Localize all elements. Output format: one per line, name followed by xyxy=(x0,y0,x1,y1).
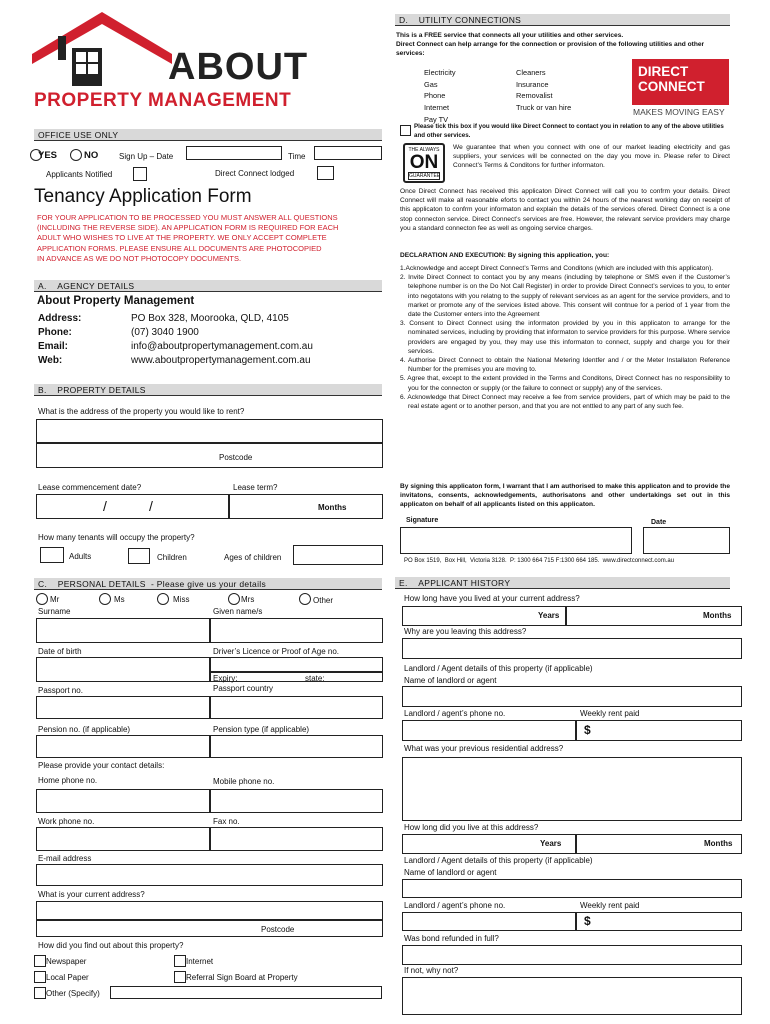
dc-lodged-checkbox[interactable] xyxy=(317,166,334,180)
utility-process-text: Once Direct Connect has received this applicaton Direct Connect will call you to confrm your details. Direct Connect will make all reasonable eforts to contact you within 24 hours of the nearest working day on receipt of this applicaton to confrm your informaton and explain the details of the services ofered. Direct Connect is a one stop connecton service. Direct Connect’s services are free. However, the relevant service providers may charge you a standard connecton fee as well as ongoing service charges. xyxy=(400,188,730,232)
ages-field[interactable] xyxy=(293,545,383,565)
badge-on-text: ON xyxy=(409,152,439,173)
yes-label: YES xyxy=(38,150,58,161)
title-mr-label: Mr xyxy=(50,595,60,604)
signature-date-field[interactable] xyxy=(643,527,730,554)
internet-checkbox[interactable] xyxy=(174,955,186,967)
prev-weekly-rent-label: Weekly rent paid xyxy=(580,901,640,910)
email-label: E-mail address xyxy=(38,854,92,863)
lease-term-field[interactable] xyxy=(229,494,383,519)
title-other-radio[interactable] xyxy=(299,593,311,605)
weekly-rent-label: Weekly rent paid xyxy=(580,709,640,718)
previous-months-label: Months xyxy=(704,839,733,848)
dob-field[interactable] xyxy=(36,657,210,682)
house-roof-icon xyxy=(32,8,182,88)
title-mr-radio[interactable] xyxy=(36,593,48,605)
leaving-reason-field[interactable] xyxy=(402,638,742,659)
lease-term-months-label: Months xyxy=(318,503,347,512)
logo-subtitle: PROPERTY MANAGEMENT xyxy=(34,90,292,111)
passport-label: Passport no. xyxy=(38,686,83,695)
lease-date-label: Lease commencement date? xyxy=(38,483,142,492)
agency-web-label: Web: xyxy=(38,355,63,366)
warning-line: IN ADVANCE AS WE DO NOT PHOTOCOPY DOCUMENTS. xyxy=(37,253,242,263)
title-miss-radio[interactable] xyxy=(157,593,169,605)
utility-contact-text: Please tick this box if you would like Direct Connect to contact you in relation to any of the above utilities and other services. xyxy=(414,123,724,139)
declaration-item: 1.Acknowledge and accept Direct Connect’s Terms and Conditons (which are included with this applicaton). xyxy=(400,265,714,272)
children-label: Children xyxy=(157,553,187,562)
warning-line: FOR YOUR APPLICATION TO BE PROCESSED YOU MUST ANSWER ALL QUESTIONS xyxy=(37,213,338,222)
state-label: state: xyxy=(305,674,325,683)
service-item: Cleaners xyxy=(516,68,546,77)
bond-field[interactable] xyxy=(402,945,742,965)
title-other-label: Other xyxy=(313,596,334,605)
signature-label: Signature xyxy=(406,517,439,524)
time-field[interactable] xyxy=(314,146,382,160)
licence-field[interactable] xyxy=(210,657,383,672)
children-count-field[interactable] xyxy=(128,548,150,564)
applicants-notified-checkbox[interactable] xyxy=(133,167,147,181)
title-miss-label: Miss xyxy=(173,595,190,604)
warning-line: ADULT WHO WISHES TO LIVE AT THE PROPERTY. WE ONLY ACCEPT COMPLETE xyxy=(37,233,327,243)
licence-label: Driver’s Licence or Proof of Age no. xyxy=(213,647,339,656)
service-item: Electricity xyxy=(424,68,456,77)
leaving-question: Why are you leaving this address? xyxy=(404,627,527,636)
service-item: Insurance xyxy=(516,79,549,89)
dc-lodged-label: Direct Connect lodged xyxy=(215,169,295,178)
badge-top-text: THE ALWAYS xyxy=(408,147,440,153)
declaration-heading: DECLARATION AND EXECUTION: By signing this application, you: xyxy=(400,252,610,259)
date-slash-1: / xyxy=(103,498,107,514)
previous-years-label: Years xyxy=(540,839,562,848)
agency-phone: (07) 3040 1900 xyxy=(131,327,199,338)
tenants-question: How many tenants will occupy the property? xyxy=(38,533,195,542)
work-phone-field[interactable] xyxy=(36,827,210,851)
landlord-name-field[interactable] xyxy=(402,686,742,707)
find-property-question: How did you find out about this property? xyxy=(38,941,184,950)
always-on-guarantee-badge xyxy=(403,143,445,183)
passport-country-label: Passport country xyxy=(213,684,274,693)
pension-type-field[interactable] xyxy=(210,735,383,758)
pension-field[interactable] xyxy=(36,735,210,758)
current-postcode-field[interactable] xyxy=(36,920,383,937)
guarantee-text: We guarantee that when you connect with one of our market leading electricity and gas suppliers, your services will be connected on the day you move in. Please refer to Direct Connect’s Terms & Conditons for further informaton. xyxy=(453,144,730,170)
service-item: Pay TV xyxy=(424,114,449,124)
utility-contact-checkbox[interactable] xyxy=(400,125,411,136)
time-label: Time xyxy=(288,152,306,161)
passport-country-field[interactable] xyxy=(210,696,383,719)
utility-intro-2: Direct Connect can help arrange for the connection or provision of the following utilities and other services: xyxy=(396,41,705,58)
no-label: NO xyxy=(84,150,99,161)
title-ms-label: Ms xyxy=(114,595,125,604)
mobile-phone-field[interactable] xyxy=(210,789,383,813)
agency-values xyxy=(131,312,313,368)
landlord-phone-field[interactable] xyxy=(402,720,576,741)
dc-footer: PO Box 1519, Box Hill, Victoria 3128. P: 1300 664 715 F:1300 664 185. www.directconnect.com.au xyxy=(404,558,675,564)
lived-years-label: Years xyxy=(538,611,560,620)
history-header: E. APPLICANT HISTORY xyxy=(395,577,730,589)
signup-date-field[interactable] xyxy=(186,146,282,160)
previous-address-field[interactable] xyxy=(402,757,742,821)
agency-address-label: Address: xyxy=(38,313,82,324)
no-radio[interactable] xyxy=(70,149,82,161)
passport-field[interactable] xyxy=(36,696,210,719)
signup-date-label: Sign Up – Date xyxy=(119,152,174,161)
dc-logo-line: CONNECT xyxy=(638,79,705,94)
declaration-item: 4. Authorise Direct Connect to obtain the National Metering Identfer and / or the Meter Installaton Reference Number for the premises you are moving to. xyxy=(400,357,730,374)
signature-field[interactable] xyxy=(400,527,632,554)
title-ms-radio[interactable] xyxy=(99,593,111,605)
agency-email: info@aboutpropertymanagement.com.au xyxy=(131,341,313,352)
warning-line: APPLICATION FORMS. PLEASE ENSURE ALL DOCUMENTS ARE PHOTOCOPIED xyxy=(37,243,322,253)
referral-checkbox[interactable] xyxy=(174,971,186,983)
declaration-item: 5. Agree that, except to the extent provided in the Terms and Conditons, Direct Connect has no responsibility to you for the connecton or supply (or the failure to connect or supply) any of the services. xyxy=(400,375,730,392)
dob-label: Date of birth xyxy=(38,647,82,656)
utility-intro xyxy=(396,31,726,59)
utility-list-1 xyxy=(424,67,514,126)
local-paper-checkbox[interactable] xyxy=(34,971,46,983)
agency-header: A. AGENCY DETAILS xyxy=(34,280,382,292)
dc-tagline: MAKES MOVING EASY xyxy=(633,107,725,117)
referral-label: Referral Sign Board at Property xyxy=(186,973,298,982)
home-phone-field[interactable] xyxy=(36,789,210,813)
prev-landlord-details-label: Landlord / Agent details of this property (if applicable) xyxy=(404,856,593,865)
pension-label: Pension no. (if applicable) xyxy=(38,725,131,734)
lease-term-label: Lease term? xyxy=(233,483,278,492)
surname-label: Surname xyxy=(38,607,71,616)
agency-email-label: Email: xyxy=(38,341,69,352)
date-slash-2: / xyxy=(149,498,153,514)
utility-list-2 xyxy=(516,67,616,114)
prev-weekly-rent-dollar: $ xyxy=(584,914,591,928)
agency-web: www.aboutpropertymanagement.com.au xyxy=(131,355,311,366)
work-phone-label: Work phone no. xyxy=(38,817,95,826)
page-title: Tenancy Application Form xyxy=(34,186,252,207)
agency-name: About Property Management xyxy=(37,295,195,307)
lived-months-label: Months xyxy=(703,611,732,620)
agency-address: PO Box 328, Moorooka, QLD, 4105 xyxy=(131,313,289,324)
title-mrs-radio[interactable] xyxy=(228,593,240,605)
landlord-name-label: Name of landlord or agent xyxy=(404,676,497,685)
prev-landlord-phone-field[interactable] xyxy=(402,912,576,931)
newspaper-checkbox[interactable] xyxy=(34,955,46,967)
declaration-item: 2. Invite Direct Connect to contact you by any means (including by telephone or SMS even if the Customer’s telephone number is on the Do Not Call Register) in order to provide Direct Connect’s services to you, to enter into negotatons with you relatng to the supply of relevant services as an agent for the service providers, and to market or promote any of the services listed above. This consent will contnue for a period of 1 year from the date the Customer enters into the Agreement xyxy=(400,274,730,319)
prev-landlord-name-field[interactable] xyxy=(402,879,742,898)
property-postcode-field[interactable] xyxy=(36,443,383,468)
dc-logo-line: DIRECT xyxy=(638,64,689,79)
contact-details-label: Please provide your contact details: xyxy=(38,761,165,770)
surname-field[interactable] xyxy=(36,618,210,643)
applicants-notified-label: Applicants Notified xyxy=(46,170,113,179)
pension-type-label: Pension type (if applicable) xyxy=(213,725,310,734)
landlord-phone-label: Landlord / agent’s phone no. xyxy=(404,709,506,718)
current-address-question: What is your current address? xyxy=(38,890,145,899)
prev-landlord-name-label: Name of landlord or agent xyxy=(404,868,497,877)
property-address-field[interactable] xyxy=(36,419,383,443)
company-logo xyxy=(28,8,373,118)
personal-header: C. PERSONAL DETAILS - Please give us your details xyxy=(34,578,382,590)
direct-connect-logo xyxy=(632,59,729,105)
adults-count-field[interactable] xyxy=(40,547,64,563)
if-not-question: If not, why not? xyxy=(404,966,459,975)
service-item: Removalist xyxy=(516,91,553,101)
local-paper-label: Local Paper xyxy=(46,973,89,982)
warning-text xyxy=(37,213,338,264)
internet-label: Internet xyxy=(186,957,214,966)
email-field[interactable] xyxy=(36,864,383,886)
newspaper-label: Newspaper xyxy=(46,957,87,966)
mobile-phone-label: Mobile phone no. xyxy=(213,777,275,786)
current-address-field[interactable] xyxy=(36,901,383,920)
other-source-checkbox[interactable] xyxy=(34,987,46,999)
agency-labels xyxy=(38,312,81,368)
fax-field[interactable] xyxy=(210,827,383,851)
property-address-question: What is the address of the property you would like to rent? xyxy=(38,407,245,416)
declaration-item: 3. Consent to Direct Connect using the informaton provided by you in this applicaton to arrange for the nominated services, including by providing that informaton to service providers for this purpose. Where service providers are engaged by you, they may use this informaton to connect, supply and charge you for their services. xyxy=(400,320,730,355)
ages-label: Ages of children xyxy=(224,553,282,562)
previous-lived-question: How long did you live at this address? xyxy=(404,823,539,832)
adults-label: Adults xyxy=(69,552,92,561)
utility-intro-1: This is a FREE service that connects all your utilities and other services. xyxy=(396,32,624,39)
other-source-field[interactable] xyxy=(110,986,382,999)
property-postcode-label: Postcode xyxy=(219,453,253,462)
warning-line: (INCLUDING THE REVERSE SIDE). AN APPLICATION FORM IS REQUIRED FOR EACH xyxy=(37,223,339,233)
current-postcode-label: Postcode xyxy=(261,925,295,934)
home-phone-label: Home phone no. xyxy=(38,776,98,785)
previous-address-question: What was your previous residential address? xyxy=(404,744,564,753)
weekly-rent-field[interactable] xyxy=(576,720,742,741)
badge-bottom-text: GUARANTEE xyxy=(409,173,441,179)
office-use-header: OFFICE USE ONLY xyxy=(34,129,382,141)
prev-weekly-rent-field[interactable] xyxy=(576,912,742,931)
other-source-label: Other (Specify) xyxy=(46,989,100,998)
signing-warranty: By signing this applicaton form, I warrant that I am authorised to make this applicaton and to provide the invitatons, consents, acknowledgements, authorisatons and other undertakings set out in this applicaton on behalf of all applicants listed on this applicaton. xyxy=(400,483,730,509)
landlord-details-label: Landlord / Agent details of this property (if applicable) xyxy=(404,664,593,673)
service-item: Phone xyxy=(424,91,446,101)
service-item: Truck or van hire xyxy=(516,103,572,113)
declaration-item: 6. Acknowledge that Direct Connect may receive a fee from service providers, part of which may be paid to the real estate agent or to another person, and that you are not enttled to any part of any such fee. xyxy=(400,393,730,411)
given-name-field[interactable] xyxy=(210,618,383,643)
date-label: Date xyxy=(651,519,667,526)
declaration-items xyxy=(400,264,730,411)
lease-date-field[interactable] xyxy=(36,494,229,519)
bond-question: Was bond refunded in full? xyxy=(404,934,499,943)
agency-phone-label: Phone: xyxy=(38,327,72,338)
if-not-field[interactable] xyxy=(402,977,742,1015)
logo-word: ABOUT xyxy=(168,46,309,88)
fax-label: Fax no. xyxy=(213,817,240,826)
service-item: Gas xyxy=(424,79,438,89)
expiry-label: Expiry: xyxy=(213,674,238,683)
lived-question: How long have you lived at your current address? xyxy=(404,594,580,603)
title-mrs-label: Mrs xyxy=(241,595,255,604)
service-item: Internet xyxy=(424,103,450,113)
given-name-label: Given name/s xyxy=(213,607,263,616)
property-header: B. PROPERTY DETAILS xyxy=(34,384,382,396)
weekly-rent-dollar: $ xyxy=(584,723,591,737)
prev-landlord-phone-label: Landlord / agent’s phone no. xyxy=(404,901,506,910)
utility-header: D. UTILITY CONNECTIONS xyxy=(395,14,730,26)
